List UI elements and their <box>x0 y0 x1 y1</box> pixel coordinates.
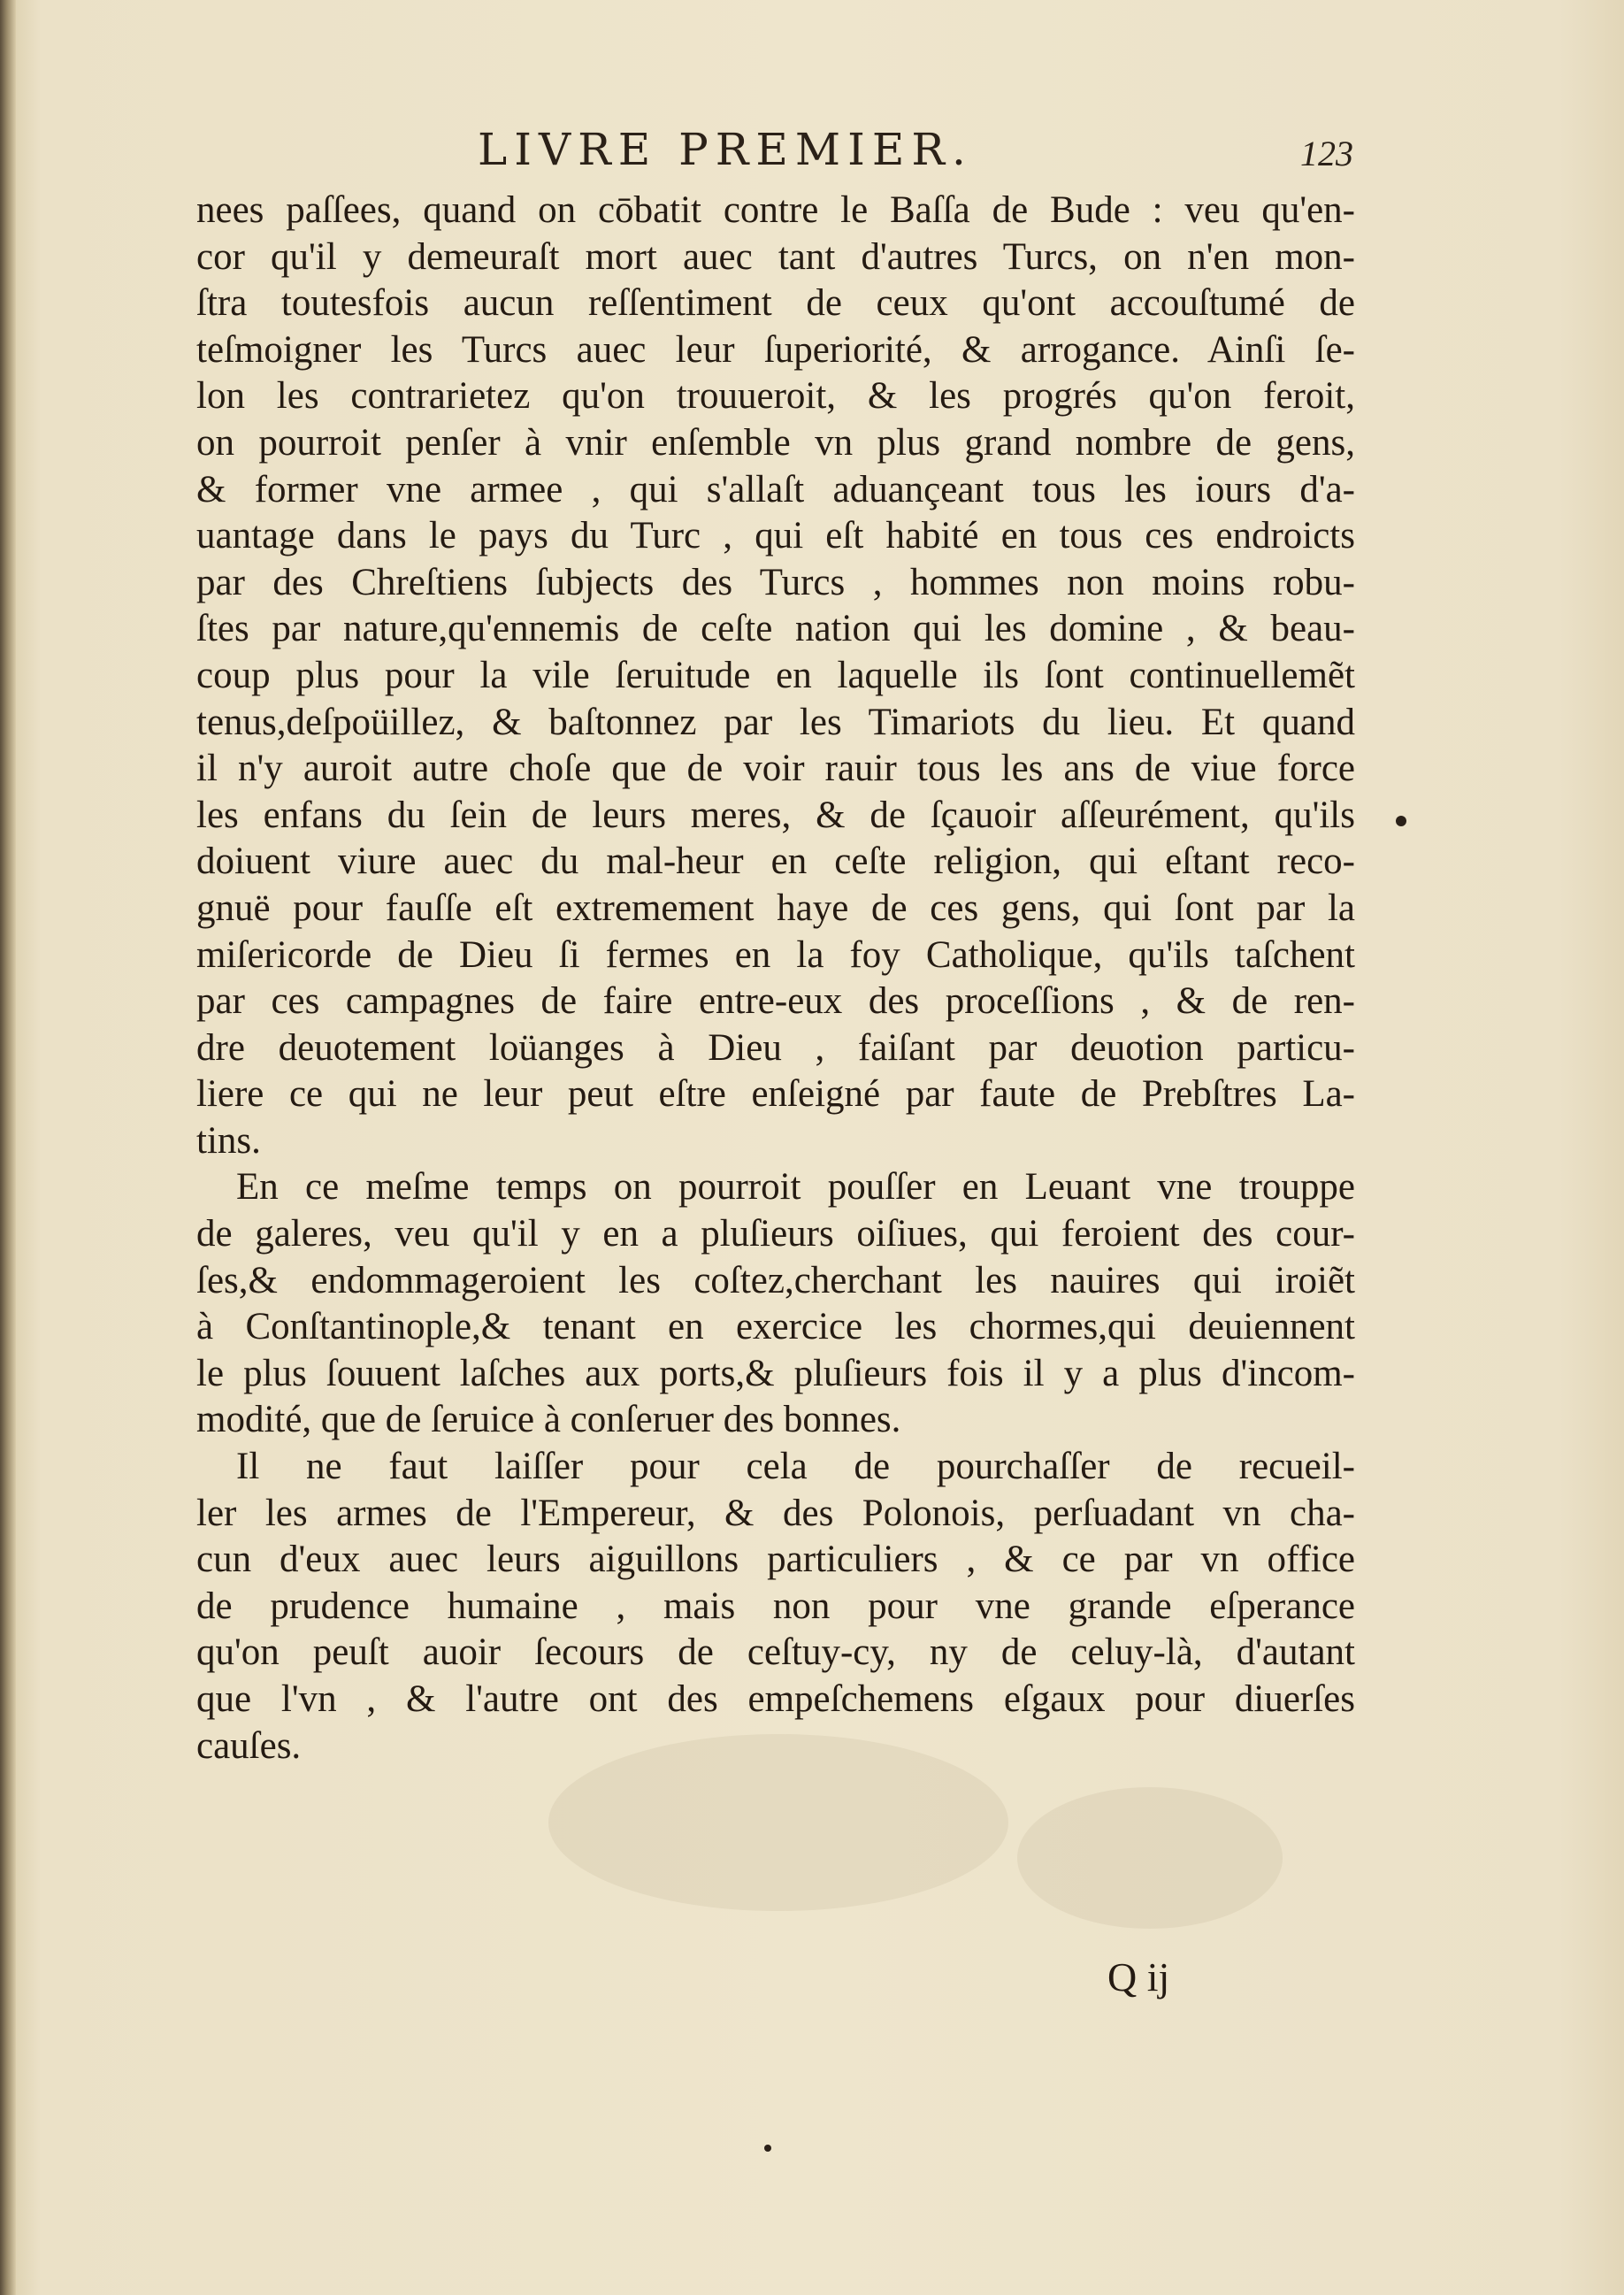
text-line: lon les contrarietez qu'on trouueroit, & les progrés qu'on feroit, <box>196 375 1355 418</box>
text-line: ſes,& endommageroient les coſtez,cherchant les nauires qui iroiẽt <box>196 1259 1355 1301</box>
text-line: par des Chreſtiens ſubjects des Turcs , hommes non moins robu- <box>196 561 1355 603</box>
text-line: nees paſſees, quand on cōbatit contre le Baſſa de Bude : veu qu'en- <box>196 189 1355 231</box>
ink-dot <box>764 2145 771 2152</box>
text-line: modité, que de ſeruice à conſeruer des bonnes. <box>196 1399 901 1441</box>
text-line: tins. <box>196 1119 261 1162</box>
paper-stain <box>1017 1787 1283 1929</box>
text-line: le plus ſouuent laſches aux ports,& pluſieurs fois il y a plus d'incom- <box>196 1352 1355 1394</box>
text-line: doiuent viure auec du mal-heur en ceſte religion, qui eſtant reco- <box>196 840 1355 883</box>
text-line: cor qu'il y demeuraſt mort auec tant d'autres Turcs, on n'en mon- <box>196 235 1355 278</box>
text-line: ler les armes de l'Empereur, & des Polonois, perſuadant vn cha- <box>196 1492 1355 1534</box>
signature-mark: Q ij <box>1107 1954 1170 1999</box>
binding-gutter <box>0 0 16 2295</box>
text-line: cun d'eux auec leurs aiguillons particuliers , & ce par vn office <box>196 1539 1355 1581</box>
text-line: ſtra toutesfois aucun reſſentiment de ceux qu'ont accouſtumé de <box>196 282 1355 325</box>
text-line: par ces campagnes de faire entre-eux des proceſſions , & de ren- <box>196 980 1355 1023</box>
body-text <box>196 188 1355 1769</box>
text-line: Il ne faut laiſſer pour cela de pourchaſſer de recueil- <box>236 1446 1355 1488</box>
text-line: coup plus pour la vile ſeruitude en laquelle ils ſont continuellemẽt <box>196 654 1355 696</box>
text-line: de prudence humaine , mais non pour vne grande eſperance <box>196 1585 1355 1627</box>
text-line: ſtes par nature,qu'ennemis de ceſte nation qui les domine , & beau- <box>196 608 1355 650</box>
text-line: teſmoigner les Turcs auec leur ſuperiorité, & arrogance. Ainſi ſe- <box>196 328 1355 371</box>
text-line: En ce meſme temps on pourroit pouſſer en Leuant vne trouppe <box>236 1166 1355 1209</box>
text-line: tenus,deſpoüillez, & baſtonnez par les Timariots du lieu. Et quand <box>196 701 1355 743</box>
page-number: 123 <box>1300 134 1353 173</box>
text-line: uantage dans le pays du Turc , qui eſt habité en tous ces endroicts <box>196 515 1355 557</box>
text-line: il n'y auroit autre choſe que de voir rauir tous les ans de viue force <box>196 748 1355 790</box>
text-line: dre deuotement loüanges à Dieu , faiſant par deuotion particu- <box>196 1026 1355 1069</box>
text-line: qu'on peuſt auoir ſecours de ceſtuy-cy, ny de celuy-là, d'autant <box>196 1631 1355 1674</box>
ink-dot <box>1396 816 1406 826</box>
text-line: les enfans du ſein de leurs meres, & de ſçauoir aſſeurément, qu'ils <box>196 794 1355 836</box>
text-line: que l'vn , & l'autre ont des empeſchemens eſgaux pour diuerſes <box>196 1678 1355 1720</box>
text-line: miſericorde de Dieu ſi fermes en la foy Catholique, qu'ils taſchent <box>196 933 1355 976</box>
text-line: liere ce qui ne leur peut eſtre enſeigné par faute de Prebſtres La- <box>196 1073 1355 1116</box>
text-line: on pourroit penſer à vnir enſemble vn plus grand nombre de gens, <box>196 421 1355 464</box>
text-line: & former vne armee , qui s'allaſt aduançeant tous les iours d'a- <box>196 468 1355 510</box>
text-line: de galeres, veu qu'il y en a pluſieurs oiſiues, qui feroient des cour- <box>196 1213 1355 1255</box>
text-line: cauſes. <box>196 1724 302 1767</box>
running-title: LIVRE PREMIER. <box>478 124 973 175</box>
page-header <box>478 124 1362 186</box>
text-line: à Conſtantinople,& tenant en exercice les chormes,qui deuiennent <box>196 1306 1355 1348</box>
text-line: gnuë pour fauſſe eſt extremement haye de ces gens, qui ſont par la <box>196 887 1355 929</box>
